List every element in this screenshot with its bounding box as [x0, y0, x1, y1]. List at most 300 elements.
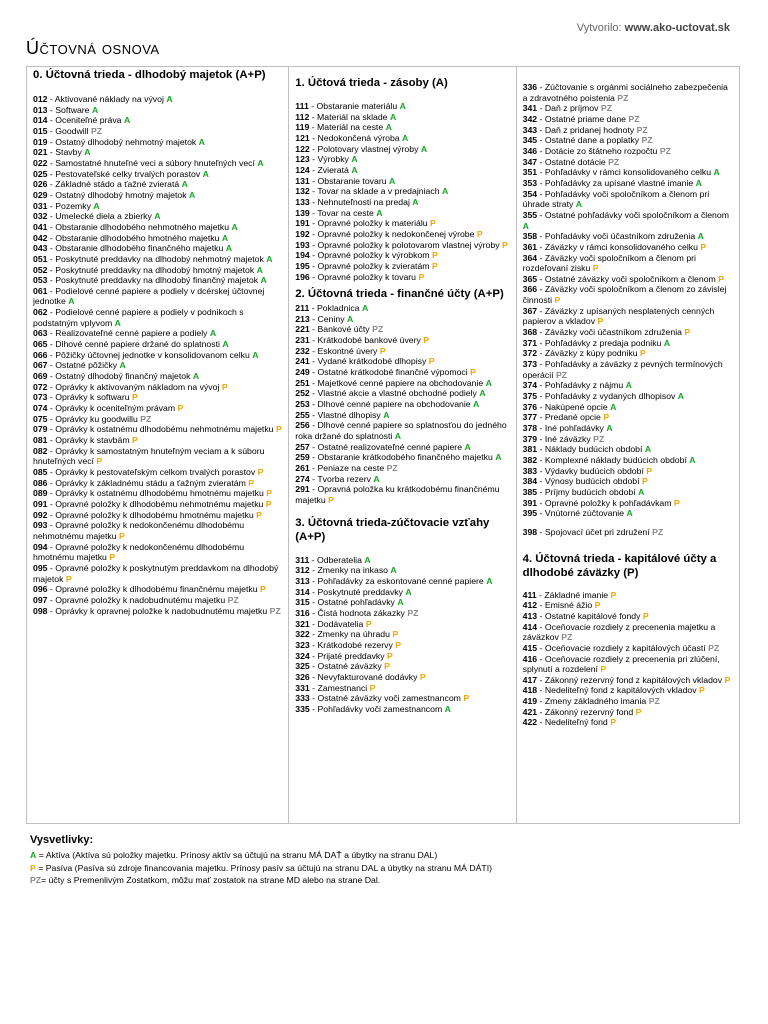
account-type-tag: P [423, 335, 430, 346]
account-name: Zmenky na inkaso [317, 565, 388, 576]
account-type-tag: A [402, 132, 409, 143]
account-number: 324 [295, 650, 310, 661]
account-item: 195 - Opravné položky k zvieratám P [295, 260, 438, 271]
account-number: 073 [33, 392, 48, 403]
account-name: Obstaranie tovaru [317, 175, 387, 186]
account-item: 383 - Výdavky budúcich období P [522, 465, 653, 476]
account-item: 021 - Stavby A [33, 147, 91, 158]
account-number: 413 [522, 610, 538, 621]
account-type-tag: P [275, 424, 282, 435]
account-item: 416 - Oceňovacie rozdiely z precenenia pri zlúčení, splynutí a rozdelení P [522, 653, 720, 675]
account-number: 062 [33, 307, 48, 318]
account-item: 365 - Ostatné záväzky voči spoločníkom a členom P [522, 273, 725, 284]
account-item: 063 - Realizovateľné cenné papiere a podiely A [33, 328, 217, 339]
account-type-tag: A [351, 164, 358, 175]
account-name: Spojovací účet pri združení [544, 526, 650, 537]
account-name: Komplexné náklady budúcich období [544, 454, 687, 465]
account-number: 346 [522, 145, 538, 156]
account-item: 382 - Komplexné náklady budúcich období A [522, 454, 696, 465]
account-item: 075 - Oprávky ku goodwillu PZ [33, 413, 152, 424]
account-type-tag: A [373, 473, 380, 484]
account-number: 384 [522, 476, 538, 487]
account-name: Zákonný rezervný fond [544, 706, 634, 717]
account-number: 315 [295, 597, 310, 608]
account-type-tag: A [399, 101, 406, 111]
account-type-tag: A [376, 207, 383, 218]
account-number: 124 [295, 164, 310, 175]
account-type-tag: PZ [555, 369, 568, 380]
account-item: 098 - Oprávky k opravnej položke k nadobudnutému majetku PZ [33, 605, 281, 616]
account-type-tag: P [256, 509, 262, 520]
legend-code: P [30, 862, 36, 873]
account-type-tag: A [91, 104, 99, 115]
account-name: Poskytnuté preddavky na dlhodobý finančný majetok [55, 275, 259, 286]
account-type-tag: A [689, 454, 696, 465]
account-item: 091 - Opravné položky k dlhodobému nehmotnému majetku P [33, 498, 272, 509]
account-type-tag: A [394, 431, 402, 442]
account-number: 211 [295, 303, 310, 314]
account-type-tag: P [384, 661, 390, 672]
account-item: 112 - Materiál na sklade A [295, 111, 397, 122]
account-number: 079 [33, 424, 48, 435]
account-type-tag: A [390, 565, 397, 576]
account-name: Opravná položka ku krátkodobému finančnému majetku [295, 484, 500, 505]
credit-site-link[interactable]: www.ako-uctovat.sk [624, 22, 730, 34]
account-type-tag: PZ [628, 113, 640, 124]
account-name: Obstaranie dlhodobého hmotného majetku [55, 232, 220, 243]
account-number: 311 [295, 554, 310, 565]
account-item: 379 - Iné záväzky PZ [522, 433, 605, 444]
account-number: 213 [295, 313, 310, 324]
account-number: 378 [522, 423, 538, 433]
account-type-tag: P [328, 494, 334, 505]
account-number: 012 [33, 94, 48, 104]
account-number: 321 [295, 618, 310, 629]
account-item: 089 - Oprávky k ostatnému dlhodobému hmotnému majetku P [33, 488, 273, 499]
account-item: 376 - Nakúpené opcie A [522, 401, 617, 412]
account-item: 191 - Opravné položky k materiálu P [295, 218, 436, 229]
account-number: 013 [33, 104, 48, 115]
account-item: 022 - Samostatné hnuteľné veci a súbory hnuteľných vecí A [33, 157, 264, 168]
account-item: 375 - Pohľadávky z vydaných dlhopisov A [522, 391, 685, 402]
account-name: Predané opcie [544, 412, 601, 423]
credit-line [577, 22, 730, 34]
account-number: 069 [33, 371, 48, 382]
account-name: Pohľadávky z nájmu [544, 380, 624, 391]
account-type-tag: PZ [641, 135, 653, 146]
account-item: 251 - Majetkové cenné papiere na obchodovanie A [295, 377, 492, 388]
account-number: 374 [522, 380, 538, 391]
account-item: 371 - Pohľadávky z predaja podniku A [522, 337, 671, 348]
account-type-tag: P [395, 639, 402, 650]
account-item: 321 - Dodávatelia P [295, 618, 372, 629]
account-name: Podielové cenné papiere a podiely v podnikoch s podstatným vplyvom [33, 307, 244, 328]
account-item: 124 - Zvieratá A [295, 164, 358, 175]
account-item: 316 - Čistá hodnota zákazky PZ [295, 607, 419, 618]
account-number: 195 [295, 260, 310, 271]
account-name: Zamestnanci [317, 682, 368, 693]
account-number: 325 [295, 661, 310, 672]
account-number: 418 [522, 685, 538, 696]
account-item: 364 - Záväzky voči spoločníkom a členom pri rozdeľovaní zisku P [522, 252, 696, 274]
account-number: 345 [522, 135, 538, 146]
account-number: 376 [522, 401, 538, 412]
account-type-tag: A [260, 275, 267, 286]
account-number: 419 [522, 696, 538, 707]
account-item: 358 - Pohľadávky voči účastníkom združenia A [522, 231, 704, 242]
account-name: Pohľadávky z vydaných dlhopisov [544, 391, 676, 402]
account-number: 043 [33, 243, 48, 254]
account-name: Ceniny [317, 313, 345, 324]
account-number: 398 [522, 526, 538, 537]
account-type-tag: A [389, 111, 397, 122]
account-type-tag: A [441, 186, 449, 197]
account-number: 326 [295, 671, 310, 682]
account-number: 015 [33, 125, 48, 136]
account-item: 367 - Záväzky z upísaných nesplatených cenných papierov a vkladov P [522, 305, 715, 327]
account-item: 381 - Náklady budúcich období A [522, 444, 652, 455]
account-item: 012 - Aktivované náklady na vývoj A [33, 94, 173, 104]
account-type-tag: P [431, 250, 438, 261]
account-type-tag: A [202, 168, 209, 179]
account-item: 291 - Opravná položka ku krátkodobému finančnému majetku P [295, 484, 500, 505]
account-item: 411 - Základné imanie P [522, 589, 617, 600]
account-name: Nehnuteľnosti na predaj [317, 196, 410, 207]
account-name: Ostatný dlhodobý finančný majetok [55, 371, 191, 382]
account-number: 372 [522, 348, 538, 359]
legend-code: PZ [30, 875, 42, 886]
account-name: Nedeliteľný fond z kapitálových vkladov [544, 685, 697, 696]
account-type-tag: A [209, 328, 217, 339]
account-number: 343 [522, 124, 538, 135]
account-number: 231 [295, 335, 310, 346]
account-item: 032 - Umelecké diela a zbierky A [33, 211, 161, 222]
account-number: 312 [295, 565, 310, 576]
account-type-tag: PZ [636, 124, 648, 135]
account-type-tag: P [600, 664, 607, 675]
account-item: 211 - Pokladnica A [295, 303, 369, 314]
account-number: 022 [33, 157, 48, 168]
account-number: 358 [522, 231, 538, 242]
account-number: 052 [33, 264, 48, 275]
account-name: Daň z pridanej hodnoty [544, 124, 635, 135]
account-item: 072 - Oprávky k aktivovaným nákladom na vývoj P [33, 381, 228, 392]
account-name: Dlhové cenné papiere na obchodovanie [317, 399, 471, 410]
account-item: 065 - Dlhové cenné papiere držané do splatnosti A [33, 339, 229, 350]
account-number: 193 [295, 239, 310, 250]
account-number: 381 [522, 444, 538, 455]
account-number: 255 [295, 409, 310, 420]
account-number: 067 [33, 360, 48, 371]
account-item: 354 - Pohľadávky voči spoločníkom a členom pri úhrade straty A [522, 188, 710, 210]
account-type-tag: A [257, 157, 264, 168]
account-type-tag: A [495, 452, 502, 463]
account-type-tag: A [663, 337, 671, 348]
section-heading: 4. Účtovná trieda - kapitálové účty a dlhodobé záväzky (P) [522, 552, 717, 579]
account-type-tag: P [418, 271, 425, 282]
account-name: Ostatný dlhodobý hmotný majetok [55, 189, 187, 200]
account-name: Opravné položky k dlhodobému nehmotnému majetku [55, 498, 264, 509]
account-number: 032 [33, 211, 48, 222]
account-type-tag: P [132, 392, 138, 403]
account-item: 132 - Tovar na sklade a v predajniach A [295, 186, 449, 197]
account-name: Oprávky k ostatnému dlhodobému nehmotnému majetku [55, 424, 274, 435]
account-item: 252 - Vlastné akcie a vlastné obchodné podiely A [295, 388, 486, 399]
account-type-tag: PZ [652, 526, 664, 537]
account-number: 252 [295, 388, 310, 399]
account-name: Opravné položky k výrobkom [317, 250, 430, 261]
account-number: 063 [33, 328, 48, 339]
account-item: 121 - Nedokončená výroba A [295, 132, 409, 143]
account-name: Oprávky k základnému stádu a ťažným zvieratám [55, 477, 246, 488]
account-list [523, 590, 734, 729]
account-type-tag: A [192, 371, 200, 382]
account-number: 411 [522, 589, 537, 600]
account-type-tag: A [189, 189, 196, 200]
account-type-tag: P [646, 465, 653, 476]
account-type-tag: P [248, 477, 255, 488]
account-type-tag: P [96, 456, 103, 467]
account-name: Vlastné akcie a vlastné obchodné podiely [317, 388, 477, 399]
account-type-tag: P [431, 260, 438, 271]
account-item: 345 - Ostatné dane a poplatky PZ [522, 135, 653, 146]
account-type-tag: P [603, 412, 610, 423]
account-type-tag: A [644, 444, 652, 455]
account-name: Výnosy budúcich období [544, 476, 640, 487]
account-name: Oprávky k pestovateľským celkom trvalých porastov [55, 466, 256, 477]
account-number: 274 [295, 473, 310, 484]
account-number: 123 [295, 154, 310, 165]
account-type-tag: A [154, 211, 161, 222]
account-name: Oprávky k ostatnému dlhodobému hmotnému majetku [55, 488, 264, 499]
account-number: 355 [522, 209, 538, 220]
account-name: Tovar na ceste [317, 207, 374, 218]
account-name: Pohľadávky za upísané vlastné imanie [544, 177, 694, 188]
account-type-tag: A [697, 231, 704, 242]
account-number: 119 [295, 122, 310, 133]
account-item: 095 - Opravné položky k poskytnutým preddavkom na dlhodobý majetok P [33, 562, 279, 584]
account-type-tag: A [346, 313, 354, 324]
account-item: 395 - Vnútorné zúčtovanie A [522, 508, 633, 519]
account-type-tag: P [430, 218, 436, 229]
account-name: Pôžičky účtovnej jednotke v konsolidovanom celku [55, 349, 250, 360]
account-type-tag: A [695, 177, 702, 188]
account-name: Pokladnica [317, 303, 360, 314]
account-number: 412 [522, 600, 538, 611]
account-number: 342 [522, 113, 538, 124]
account-type-tag: A [225, 243, 233, 254]
account-type-tag: PZ [372, 324, 384, 335]
account-number: 354 [522, 188, 538, 199]
account-item: 335 - Pohľadávky voči zamestnancom A [295, 703, 451, 714]
section-heading: 1. Účtová trieda - zásoby (A) [295, 77, 448, 89]
account-name: Pohľadávky voči spoločníkom a členom pri úhrade straty [522, 188, 710, 210]
account-item: 377 - Predané opcie P [522, 412, 610, 423]
account-number: 074 [33, 403, 48, 414]
account-number: 371 [522, 337, 538, 348]
account-name: Opravné položky k nedokončenej výrobe [317, 228, 475, 239]
account-item: 015 - Goodwill PZ [33, 125, 103, 136]
account-type-tag: A [166, 94, 173, 104]
account-name: Pohľadávky voči účastníkom združenia [544, 231, 696, 242]
account-item: 259 - Obstaranie krátkodobého finančného majetku A [295, 452, 502, 463]
account-type-tag: PZ [708, 642, 720, 653]
account-number: 031 [33, 200, 48, 211]
account-name: Oceniteľné práva [55, 115, 122, 126]
account-name: Základné stádo a ťažné zvieratá [55, 179, 180, 190]
account-type-tag: PZ [617, 92, 629, 103]
account-type-tag: PZ [600, 103, 612, 114]
account-name: Vydané krátkodobé dlhopisy [317, 356, 427, 367]
account-name: Oceňovacie rozdiely z precenenia pri zlúčení, splynutí a rozdelení [522, 653, 720, 675]
account-name: Vlastné dlhopisy [317, 409, 381, 420]
account-number: 351 [522, 167, 538, 178]
account-item: 384 - Výnosy budúcich období P [522, 476, 648, 487]
account-number: 364 [522, 252, 538, 263]
account-number: 139 [295, 207, 310, 218]
account-name: Opravné položky k dlhodobému hmotnému majetku [55, 509, 254, 520]
account-number: 333 [295, 693, 310, 704]
account-item: 014 - Oceniteľné práva A [33, 115, 131, 126]
account-type-tag: A [361, 303, 369, 314]
account-item: 412 - Emisné ážio P [522, 600, 601, 611]
account-item: 122 - Polotovary vlastnej výroby A [295, 143, 428, 154]
account-item: 131 - Obstaranie tovaru A [295, 175, 396, 186]
account-number: 097 [33, 594, 48, 605]
account-item: 413 - Ostatné kapitálové fondy P [522, 610, 649, 621]
account-number: 019 [33, 136, 48, 147]
account-type-tag: P [379, 345, 386, 356]
account-number: 416 [522, 653, 538, 664]
account-number: 383 [522, 465, 538, 476]
account-name: Ostatné kapitálové fondy [544, 610, 641, 621]
account-name: Záväzky voči spoločníkom a členom zo závislej činnosti [522, 284, 727, 306]
account-item: 361 - Záväzky v rámci konsolidovaného celku P [522, 241, 707, 252]
account-name: Odberatelia [317, 554, 362, 565]
account-type-tag: P [470, 367, 476, 378]
account-type-tag: P [640, 348, 646, 359]
account-type-tag: A [351, 154, 358, 165]
account-item: 311 - Odberatelia A [295, 554, 371, 565]
account-type-tag: A [412, 196, 419, 207]
account-item: 042 - Obstaranie dlhodobého hmotného majetku A [33, 232, 229, 243]
account-type-tag: PZ [608, 156, 620, 167]
account-list [523, 82, 734, 538]
account-number: 257 [295, 441, 310, 452]
section-heading: 2. Účtovná trieda - finančné účty (A+P) [295, 288, 504, 301]
account-name: Materiál na ceste [317, 122, 384, 133]
account-name: Materiál na sklade [317, 111, 388, 122]
account-type-tag: P [109, 552, 116, 563]
account-item: 193 - Opravné položky k polotovarom vlastnej výroby P [295, 239, 508, 250]
account-item: 322 - Zmenky na úhradu P [295, 629, 399, 640]
account-type-tag: A [464, 441, 471, 452]
account-item: 066 - Pôžičky účtovnej jednotke v konsolidovanom celku A [33, 349, 259, 360]
account-number: 133 [295, 196, 310, 207]
account-item: 331 - Zamestnanci P [295, 682, 376, 693]
account-type-tag: P [132, 435, 138, 445]
account-item: 385 - Príjmy budúcich období A [522, 486, 645, 497]
account-item: 019 - Ostatný dlhodobý nehmotný majetok A [33, 136, 205, 147]
account-item: 313 - Pohľadávky za eskontované cenné papiere A [295, 575, 493, 586]
account-name: Pohľadávky z predaja podniku [544, 337, 662, 348]
account-type-tag: A [222, 339, 229, 350]
account-name: Záväzky voči účastníkom združenia [544, 327, 682, 338]
account-type-tag: A [252, 349, 259, 360]
legend-title: Vysvetlivky: [30, 834, 94, 846]
legend-text: = Pasíva (Pasíva sú zdroje financovania majetku. Prínosy pasív sa účtujú na stranu DAL a úbytky na stranu MÁ DÁTI) [35, 862, 493, 873]
account-item: 324 - Prijaté preddavky P [295, 650, 393, 661]
account-name: Aktivované náklady na vývoj [54, 94, 164, 104]
account-type-tag: P [641, 476, 648, 487]
account-type-tag: A [383, 409, 390, 420]
account-number: 075 [33, 413, 48, 424]
account-type-tag: P [260, 584, 266, 595]
account-name: Ostatné pohľadávky [317, 597, 395, 608]
account-type-tag: P [684, 327, 691, 338]
account-number: 336 [522, 82, 538, 92]
account-type-tag: P [369, 682, 376, 693]
account-item: 133 - Nehnuteľnosti na predaj A [295, 196, 419, 207]
section-heading: 0. Účtovná trieda - dlhodobý majetok (A+P) [33, 69, 266, 81]
account-number: 366 [522, 284, 538, 295]
account-name: Opravné položky k materiálu [317, 218, 428, 229]
account-name: Pohľadávky za eskontované cenné papiere [317, 575, 484, 586]
account-name: Záväzky z kúpy podniku [544, 348, 638, 359]
account-number: 014 [33, 115, 48, 126]
account-name: Stavby [55, 147, 82, 158]
account-name: Krátkodobé bankové úvery [317, 335, 421, 346]
account-number: 066 [33, 349, 48, 360]
account-type-tag: A [397, 597, 404, 608]
account-number: 382 [522, 454, 538, 465]
account-item: 256 - Dlhové cenné papiere so splatnosťou do jedného roka držané do splatnosti A [295, 420, 507, 442]
legend-line-pasiva [30, 862, 730, 875]
account-name: Záväzky z upísaných nesplatených cenných papierov a vkladov [522, 305, 715, 327]
account-item: 312 - Zmenky na inkaso A [295, 565, 397, 576]
legend [30, 834, 730, 887]
account-name: Základné imanie [544, 589, 609, 600]
account-type-tag: P [387, 650, 393, 661]
section-heading: 3. Účtovná trieda-zúčtovacie vzťahy (A+P) [295, 516, 490, 543]
account-name: Emisné ážio [544, 600, 593, 611]
account-name: Bankové účty [317, 324, 370, 335]
account-name: Pohľadávky voči zamestnancom [317, 703, 443, 714]
account-name: Dlhové cenné papiere držané do splatnosti [55, 339, 220, 350]
account-name: Opravné položky k tovaru [317, 271, 417, 282]
account-name: Poskytnuté preddavky na dlhodobý nehmotný majetok [55, 253, 264, 264]
account-type-tag: A [522, 220, 529, 231]
account-item: 074 - Oprávky k oceniteľným právam P [33, 403, 184, 414]
account-number: 361 [522, 241, 538, 252]
account-type-tag: A [198, 136, 205, 147]
account-item: 085 - Oprávky k pestovateľským celkom trvalých porastov P [33, 466, 264, 477]
account-item: 041 - Obstaranie dlhodobého nehmotného majetku A [33, 221, 238, 232]
account-name: Pohľadávky a záväzky z pevných termínových operácií [522, 359, 723, 380]
account-item: 069 - Ostatný dlhodobý finančný majetok A [33, 371, 200, 382]
account-item: 241 - Vydané krátkodobé dlhopisy P [295, 356, 435, 367]
account-name: Krátkodobé rezervy [317, 639, 393, 650]
account-name: Dotácie zo štátneho rozpočtu [544, 145, 658, 156]
account-name: Iné záväzky [544, 433, 591, 444]
account-type-tag: P [265, 498, 272, 509]
account-type-tag: A [625, 380, 632, 391]
account-number: 379 [522, 433, 538, 444]
account-name: Zákonný rezervný fond z kapitálových vkladov [544, 674, 723, 685]
account-number: 094 [33, 541, 48, 552]
account-type-tag: P [724, 674, 731, 685]
account-item: 082 - Oprávky k samostatným hnuteľným veciam a k súboru hnuteľných vecí P [33, 445, 265, 467]
